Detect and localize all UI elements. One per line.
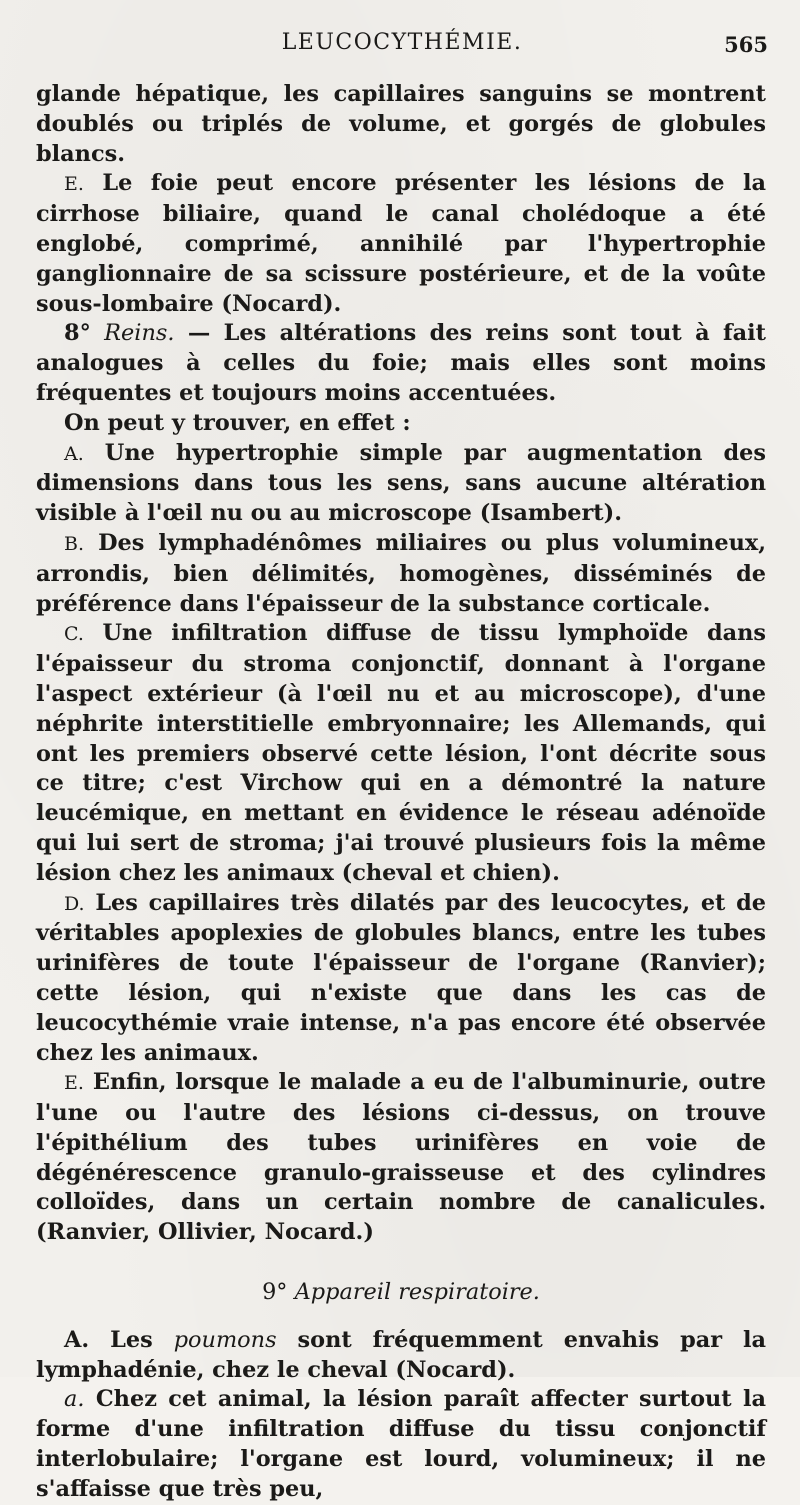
item-marker: C. <box>64 623 84 646</box>
paragraph-text: sont fréquemment envahis par la lymphadénie, chez le cheval (Nocard). <box>36 1326 767 1383</box>
paragraph-continuation <box>36 80 766 169</box>
paragraph-kidney-c <box>36 619 766 888</box>
running-title: LEUCOCYTHÉMIE. <box>281 30 523 55</box>
paragraph-kidney-e <box>36 1068 766 1248</box>
page-header <box>36 30 768 62</box>
item-marker: a. <box>64 1386 85 1413</box>
paragraph-text: Le foie peut encore présenter les lésions de la cirrhose biliaire, quand le canal cholédoque a été englobé, comprimé, annihilé par l'hypertrophie ganglionnaire de sa scissure postérieure, et de la voûte sous-lombaire (Nocard). <box>36 170 767 317</box>
section-number: 8° <box>64 320 91 347</box>
item-marker: E. <box>64 173 84 196</box>
paragraph-kidneys <box>36 319 766 408</box>
paragraph-lungs-a-sub <box>36 1385 766 1504</box>
item-marker: A. <box>64 442 84 465</box>
paragraph-text: glande hépatique, les capillaires sanguins se montrent doublés ou triplés de volume, et gorgés de globules blancs. <box>36 81 766 167</box>
paragraph-text: — Les altérations des reins sont tout à fait analogues à celles du foie; mais elles sont moins fréquentes et toujours moins accentuées. <box>36 320 767 406</box>
paragraph-text: Une hypertrophie simple par augmentation des dimensions dans tous les sens, sans aucune altération visible à l'œil nu ou au microscope (Isambert). <box>36 439 766 527</box>
paragraph-liver-e <box>36 169 766 319</box>
paragraph-text-pre: Les <box>110 1326 153 1353</box>
paragraph-text: On peut y trouver, en effet : <box>64 409 411 436</box>
paragraph-kidney-a <box>36 439 766 529</box>
subsection-title: Reins. <box>104 320 175 347</box>
item-marker: E. <box>64 1072 84 1095</box>
paragraph-kidney-b <box>36 529 766 619</box>
section-heading-number: 9° <box>262 1279 288 1306</box>
item-marker: D. <box>64 892 85 915</box>
item-marker: A. <box>64 1326 90 1353</box>
paragraph-text: Une infiltration diffuse de tissu lymphoïde dans l'épaisseur du stroma conjonctif, donnant à l'organe l'aspect extérieur (à l'œil nu et au microscope), d'une néphrite interstitielle embryonnaire; les Allemands, qui ont les premiers observé cette lésion, l'ont décrite sous ce titre; c'est Virchow qui en a démontré la nature leucémique, en mettant en évidence le réseau adénoïde qui lui sert de stroma; j'ai trouvé plusieurs fois la même lésion chez les animaux (cheval et chien). <box>36 620 767 886</box>
page-body <box>36 80 766 1505</box>
section-heading-title: Appareil respiratoire. <box>294 1279 540 1306</box>
item-marker: B. <box>64 532 85 555</box>
page-number: 565 <box>724 32 768 57</box>
paragraph-text: Chez cet animal, la lésion paraît affecter surtout la forme d'une infiltration diffuse du tissu conjonctif interlobulaire; l'organe est lourd, volumineux; il ne s'affaisse que très peu, <box>36 1386 767 1502</box>
section-heading <box>36 1278 766 1308</box>
paragraph-intro <box>36 409 766 439</box>
paragraph-text: Les capillaires très dilatés par des leucocytes, et de véritables apoplexies de globules blancs, entre les tubes urinifères de toute l'épaisseur de l'organe (Ranvier); cette lésion, qui n'existe que dans les cas de leucocythémie vraie intense, n'a pas encore été observée chez les animaux. <box>36 889 767 1066</box>
paragraph-text: Des lymphadénômes miliaires ou plus volumineux, arrondis, bien délimités, homogènes, disséminés de préférence dans l'épaisseur de la substance corticale. <box>36 529 767 617</box>
paragraph-text: Enfin, lorsque le malade a eu de l'albuminurie, outre l'une ou l'autre des lésions ci-dessus, on trouve l'épithélium des tubes urinifères en voie de dégénérescence granulo-graisseuse et des cylindres colloïdes, dans un certain nombre de canalicules. (Ranvier, Ollivier, Nocard.) <box>36 1069 766 1246</box>
paragraph-kidney-d <box>36 889 766 1069</box>
emphasized-term: poumons <box>173 1326 277 1353</box>
